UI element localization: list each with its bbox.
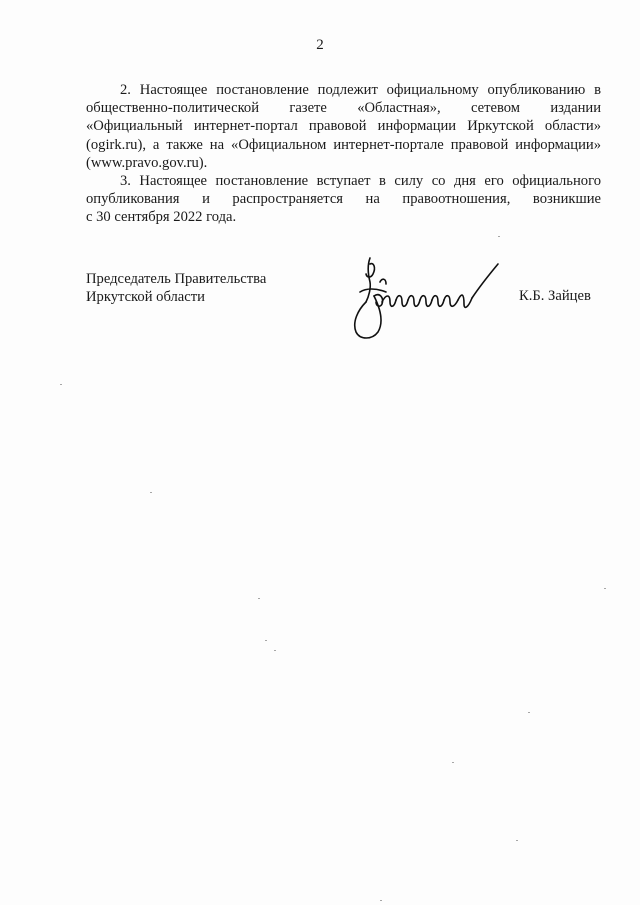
signatory-position-line-1: Председатель Правительства: [86, 271, 267, 287]
scan-speck: [604, 588, 606, 589]
scan-speck: [528, 712, 530, 713]
paragraph-2-line-1: 2. Настоящее постановление подлежит официальному опубликованию в: [120, 82, 601, 98]
scan-speck: [265, 640, 267, 641]
scan-speck: [380, 900, 382, 901]
scan-speck: [258, 598, 260, 599]
paragraph-3-line-1: 3. Настоящее постановление вступает в силу со дня его официального: [120, 173, 601, 190]
paragraph-2-line-2: общественно-политической газете «Областная», сетевом издании: [86, 100, 601, 117]
signatory-position-line-2: Иркутской области: [86, 289, 205, 305]
paragraph-2-line-5: (www.pravo.gov.ru).: [86, 154, 208, 171]
scan-speck: [498, 236, 500, 237]
handwritten-signature: [346, 252, 502, 344]
signatory-name: К.Б. Зайцев: [519, 288, 591, 304]
paragraph-3-line-3: с 30 сентября 2022 года.: [86, 209, 237, 226]
paragraph-2-line-4: (ogirk.ru), а также на «Официальном интернет-портале правовой информации»: [86, 136, 601, 153]
document-body: [86, 81, 601, 227]
scan-speck: [274, 650, 276, 651]
scan-speck: [60, 384, 62, 385]
page-number: 2: [316, 37, 324, 53]
scan-speck: [150, 492, 152, 493]
scan-speck: [516, 840, 518, 841]
scan-speck: [452, 762, 454, 763]
paragraph-3-line-2: опубликования и распространяется на правоотношения, возникшие: [86, 191, 601, 208]
signatory-position: [86, 270, 266, 306]
paragraph-2-line-3: «Официальный интернет-портал правовой информации Иркутской области»: [86, 118, 601, 135]
